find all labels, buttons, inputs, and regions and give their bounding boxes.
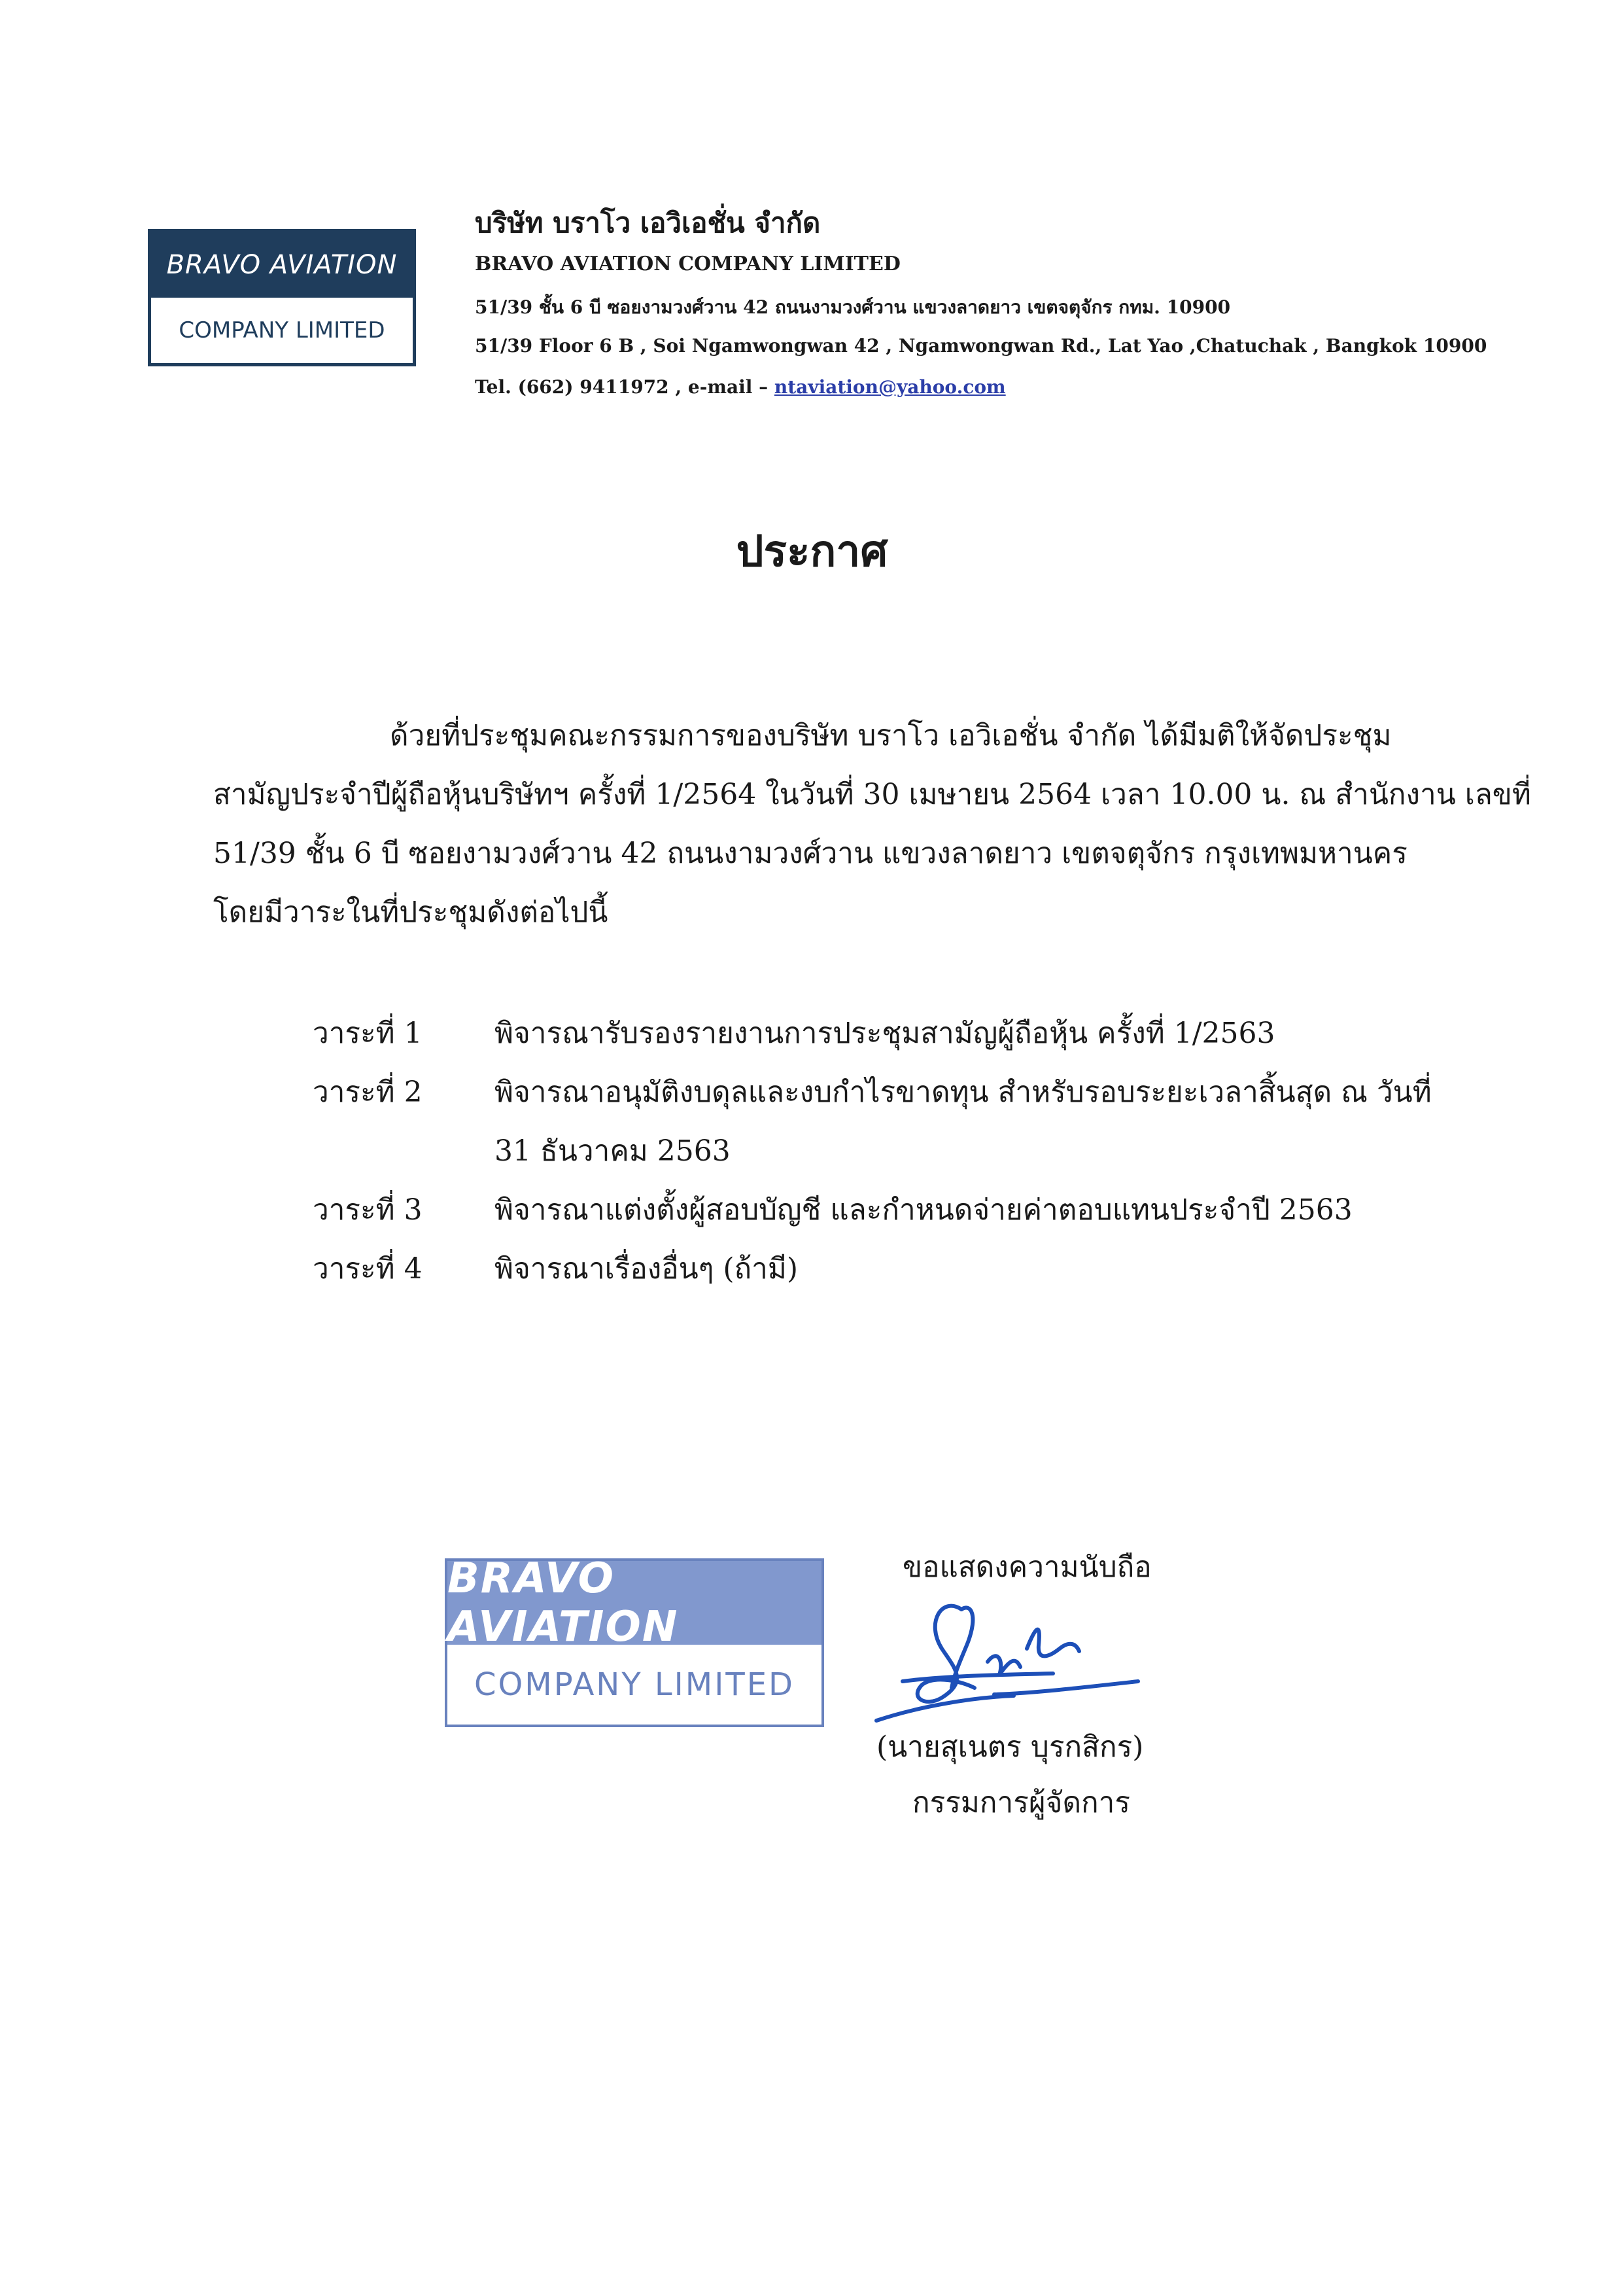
company-name-english: BRAVO AVIATION COMPANY LIMITED [475,253,901,275]
company-name-thai: บริษัท บราโว เอวิเอชั่น จำกัด [475,207,821,239]
paragraph-line: โดยมีวาระในที่ประชุมดังต่อไปนี้ [213,896,608,929]
agenda-item-text: พิจารณาเรื่องอื่นๆ (ถ้ามี) [494,1252,799,1286]
agenda-item-label: วาระที่ 2 [313,1076,423,1109]
agenda-item-label: วาระที่ 4 [313,1252,423,1286]
contact-line [475,376,1006,398]
agenda-item-text: พิจารณาแต่งตั้งผู้สอบบัญชี และกำหนดจ่ายค่าตอบแทนประจำปี 2563 [494,1193,1353,1227]
agenda-item-label: วาระที่ 1 [313,1017,423,1050]
agenda-item-label: วาระที่ 3 [313,1193,423,1227]
address-english: 51/39 Floor 6 B , Soi Ngamwongwan 42 , Ngamwongwan Rd., Lat Yao ,Chatuchak , Bangkok 10900 [475,335,1487,357]
closing-text: ขอแสดงความนับถือ [903,1550,1152,1584]
agenda-item-text: พิจารณาอนุมัติงบดุลและงบกำไรขาดทุน สำหรับรอบระยะเวลาสิ้นสุด ณ วันที่ 31 ธันวาคม 2563 [494,1076,1432,1168]
company-stamp [445,1554,824,1727]
signer-name: (นายสุเนตร บุรกสิกร) [876,1730,1144,1764]
paragraph-line: 51/39 ชั้น 6 บี ซอยงามวงศ์วาน 42 ถนนงามวงศ์วาน แขวงลาดยาว เขตจตุจักร กรุงเทพมหานคร [213,837,1408,870]
company-logo [148,229,416,366]
paragraph-line: ด้วยที่ประชุมคณะกรรมการของบริษัท บราโว เอวิเอชั่น จำกัด ได้มีมติให้จัดประชุม [390,719,1392,752]
signer-position: กรรมการผู้จัดการ [912,1786,1131,1819]
handwritten-signature [863,1583,1151,1734]
email-link[interactable]: ntaviation@yahoo.com [774,376,1006,398]
logo-name: BRAVO AVIATION [151,232,413,298]
agenda-item [313,1063,1449,1181]
agenda-item [313,1240,1449,1299]
address-thai: 51/39 ชั้น 6 บี ซอยงามวงศ์วาน 42 ถนนงามวงศ์วาน แขวงลาดยาว เขตจตุจักร กทม. 10900 [475,296,1231,318]
stamp-name: BRAVO AVIATION [447,1561,821,1645]
agenda-item-text: พิจารณารับรองรายงานการประชุมสามัญผู้ถือหุ้น ครั้งที่ 1/2563 [494,1017,1275,1050]
paragraph-line: สามัญประจำปีผู้ถือหุ้นบริษัทฯ ครั้งที่ 1/2564 ในวันที่ 30 เมษายน 2564 เวลา 10.00 น. ณ สำนักงาน เลขที่ [213,778,1531,811]
telephone-text: Tel. (662) 9411972 , e-mail – [475,376,774,398]
document-title: ประกาศ [736,525,888,576]
stamp-subtitle: COMPANY LIMITED [474,1666,795,1703]
agenda-item [313,1181,1449,1240]
logo-subtitle: COMPANY LIMITED [179,317,385,343]
agenda-list [313,1004,1449,1299]
agenda-item [313,1004,1449,1063]
announcement-paragraph [213,707,1531,942]
